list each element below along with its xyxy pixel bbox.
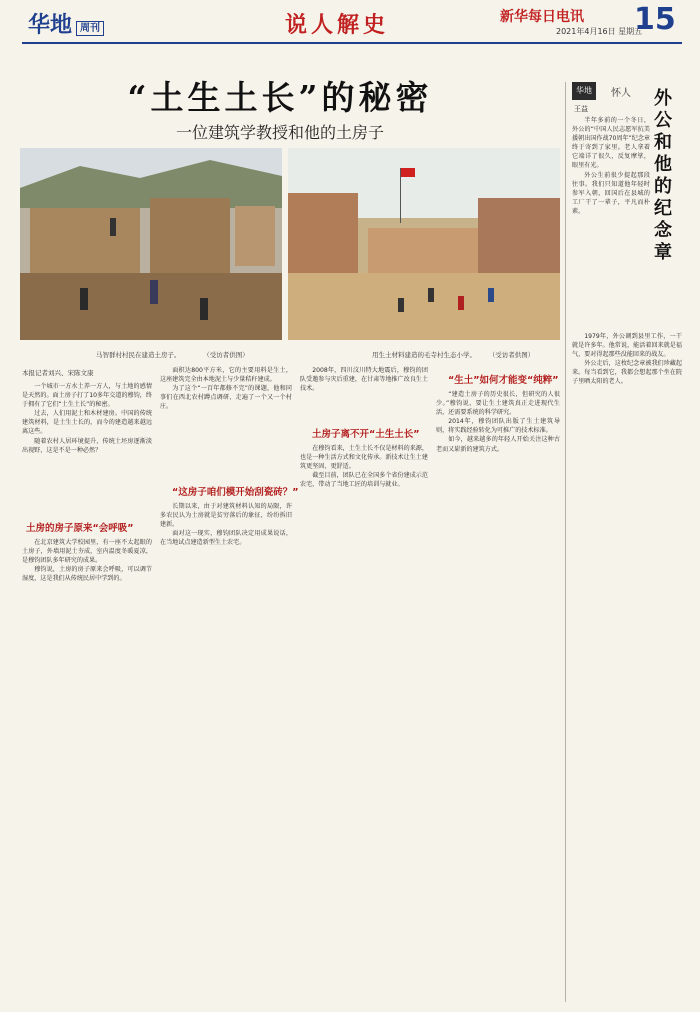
paragraph: 长期以来，由于对建筑材料认知的局限，许多农民认为土房就是贫穷落后的象征，纷纷拆旧建新。 <box>160 503 292 529</box>
sidebar-author: 王益 <box>574 105 588 113</box>
column-1-continued <box>22 538 152 1002</box>
paragraph: “建造土房子的历史很长，但研究的人很少。”穆钧说，要让生土建筑真正走进现代生活，还需要系统的科学研究。 <box>436 391 560 417</box>
paragraph: 为了这个“一百年都修不完”的课题，他和同事们在西北农村蹲点调研，走遍了一个又一个村庄。 <box>160 385 292 411</box>
page-header <box>0 0 700 44</box>
section-heading-4: “生土”如何才能变“纯粹” <box>448 375 559 386</box>
paragraph: 外公生前很少提起那段往事。我们只知道他年轻时参军入朝，回国后在县城的工厂干了一辈子，平凡而朴素。 <box>572 171 650 215</box>
paragraph: 面对这一现实，穆钧团队决定用成果说话，在当地试点建造新型生土农宅。 <box>160 530 292 547</box>
photo-right <box>288 148 560 340</box>
brand-logo: 华地 周刊 <box>28 8 104 39</box>
article-subtitle: 一位建筑学教授和他的土房子 <box>175 123 384 142</box>
column-1 <box>22 382 152 508</box>
column-2 <box>160 366 292 478</box>
column-3 <box>300 366 428 418</box>
caption-right: 用生土材料建造的毛寺村生态小学。 （受访者供图） <box>372 351 535 359</box>
column-4 <box>436 390 560 1002</box>
paragraph: 外公走后，这枚纪念章被我们珍藏起来。每当看到它，我都会想起那个坐在院子里晒太阳的老人。 <box>572 360 682 386</box>
section-heading-3: 土房子离不开“土生土长” <box>312 429 420 440</box>
sidebar-divider <box>565 82 566 1002</box>
caption-left: 马智群村村民在建造土房子。 （受访者供图） <box>96 351 249 359</box>
paragraph: 2014年，穆钧团队出版了生土建筑导则，将实践经验转化为可推广的技术标准。 <box>436 418 560 435</box>
article-title: “土生土长”的秘密 <box>127 78 433 117</box>
column-name: 怀人 <box>611 88 631 99</box>
sidebar-text-upper <box>572 116 650 328</box>
byline: 本报记者刘兴、宋陈文康 <box>22 369 94 377</box>
paragraph: 随着农村人居环境提升，传统土坯房逐渐淡出视野，这是不是一种必然？ <box>22 437 152 454</box>
paragraph: 一个城市一方水土养一方人，与土地的感情是天然的。面土房子打了10多年交道的穆钧，终于拥有了它们“土生土长”的秘密。 <box>22 383 152 409</box>
header-rule <box>22 42 682 44</box>
paragraph: 面积达800平方米，它的主要用料是生土，这座建筑完全由本地泥土与少量秸秆建成。 <box>160 367 292 384</box>
column-2-continued <box>160 502 292 1002</box>
section-title: 说人解史 <box>285 12 390 38</box>
column-3-continued <box>300 444 428 1002</box>
photo-left <box>20 148 282 340</box>
brand-tag: 周刊 <box>76 21 104 36</box>
column-logo: 华地 <box>572 82 596 100</box>
paragraph: 截至目前，团队已在全国多个省份建成示范农宅，带动了当地工匠的培训与就业。 <box>300 472 428 489</box>
sidebar-text-lower <box>572 332 682 1002</box>
paragraph: 1979年，外公调到县里工作，一干就是许多年。他常说，能活着回来就是福气，要对得起那些没能回来的战友。 <box>572 333 682 359</box>
newspaper-name: 新华每日电讯 <box>500 9 584 25</box>
paragraph: 在北京建筑大学校园里，有一座不太起眼的土房子，外墙用泥土夯成，室内温度冬暖夏凉，是穆钧团队多年研究的成果。 <box>22 539 152 565</box>
section-heading-1: 土房的房子原来“会呼吸” <box>26 523 134 534</box>
section-heading-2: “这房子咱们模开始刮瓷砖？” <box>172 487 299 498</box>
paragraph: 过去，人们用泥土和木材建房。中国的传统建筑材料，是土生土长的，而今的建造越来越远离这些。 <box>22 410 152 436</box>
paragraph: 穆钧说，土房的房子原来会呼吸，可以调节湿度，这是我们从传统民居中学到的。 <box>22 566 152 583</box>
sidebar-title: 外公和他的纪念章 <box>654 88 672 263</box>
page-number: 15 <box>634 2 676 37</box>
paragraph: 2008年，四川汶川特大地震后，穆钧的团队受邀参与灾后重建，在甘肃等地推广改良生土技术。 <box>300 367 428 393</box>
paragraph: 半年多前的一个冬日，外公的“中国人民志愿军抗美援朝出国作战70周年”纪念章终于寄到了家里。老人拿着它端详了很久，反复摩挲，眼里有光。 <box>572 117 650 170</box>
paragraph: 在穆钧看来，土生土长不仅是材料的来源，也是一种生活方式和文化传承。新技术让生土建筑更坚固、更舒适。 <box>300 445 428 471</box>
paragraph: 如今，越来越多的年轻人开始关注这种古老而又崭新的建筑方式。 <box>436 436 560 453</box>
issue-date: 2021年4月16日 星期五 <box>556 27 643 36</box>
